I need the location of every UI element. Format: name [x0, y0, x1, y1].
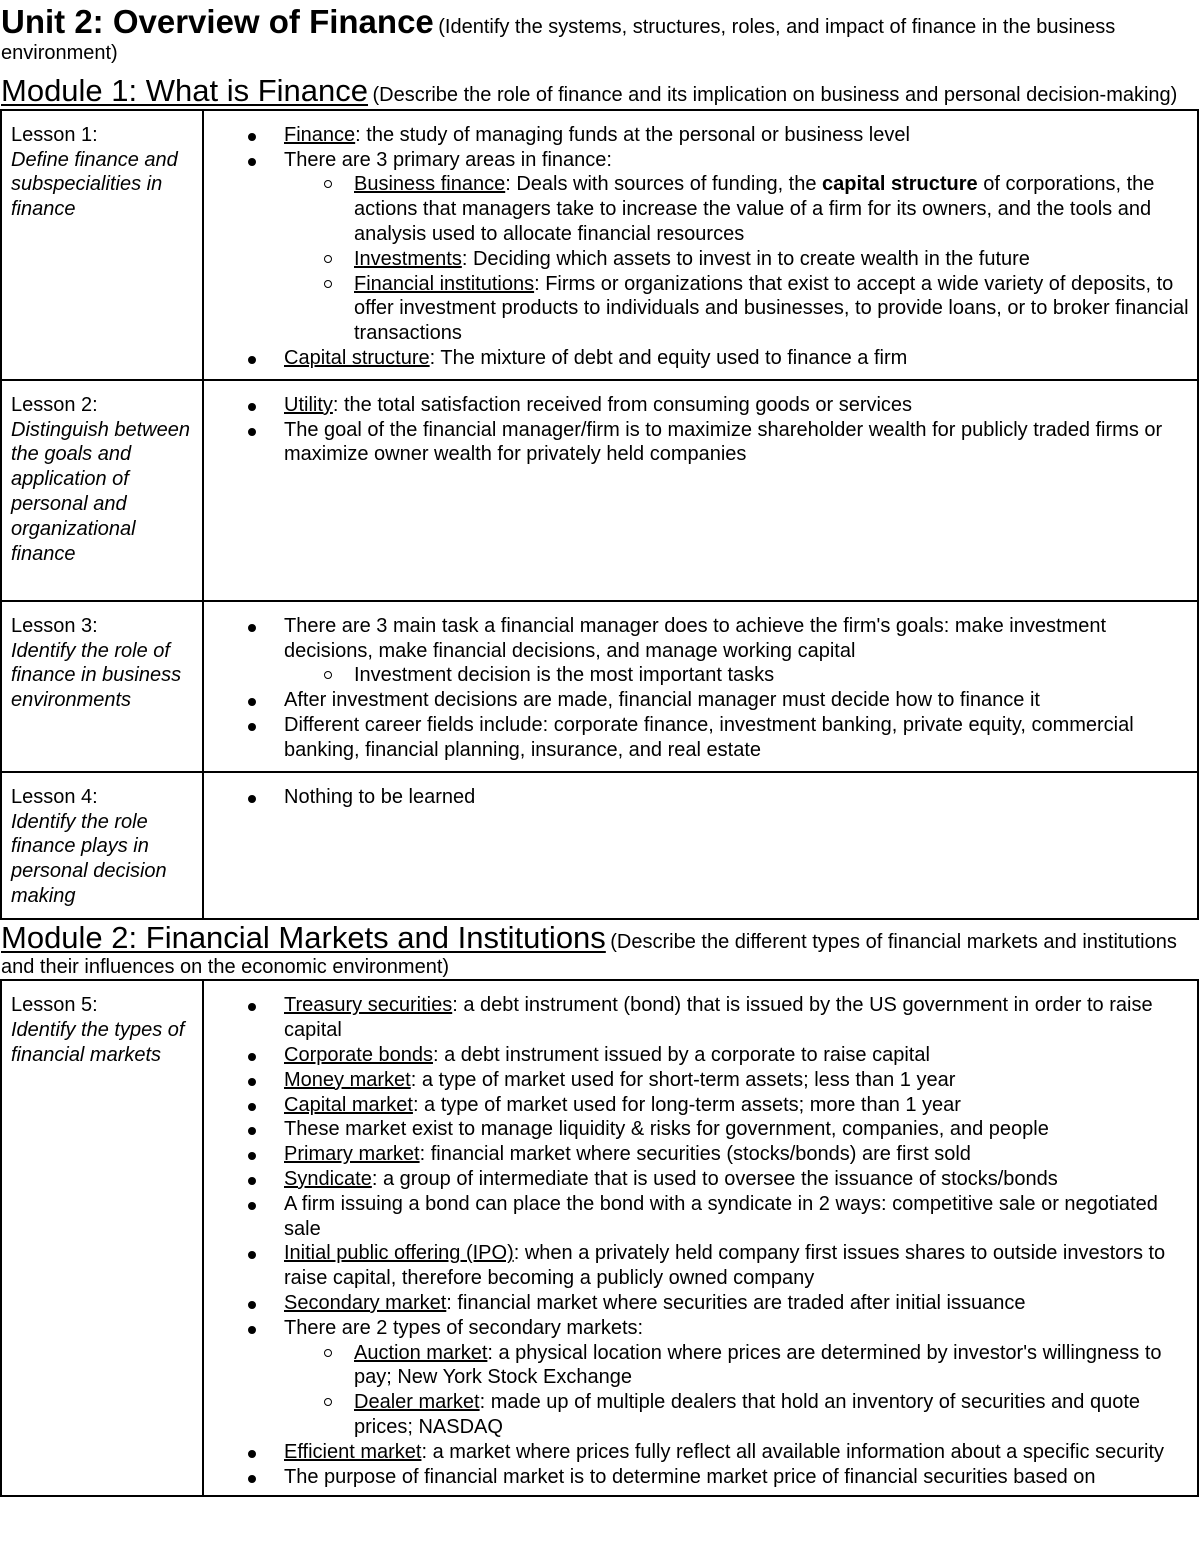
definition: : Deals with sources of funding, the: [505, 173, 823, 196]
bullet-icon: [248, 1475, 256, 1483]
item-text: These market exist to manage liquidity & risks for government, companies, and people: [284, 1118, 1049, 1141]
bullet-icon: [248, 1003, 256, 1011]
module-1-heading: [0, 73, 1200, 109]
lesson-cell: [1, 380, 203, 601]
module-2-heading: [0, 920, 1200, 980]
bullet-icon: [248, 356, 256, 364]
list-item: [204, 1192, 1189, 1242]
notes-list: [204, 785, 1189, 810]
item-text: The goal of the financial manager/firm is to maximize shareholder wealth for publicly traded firms or maximize owner wealth for privately held companies: [284, 418, 1163, 466]
list-item: [204, 785, 1189, 810]
module-1-lesson-table: [0, 109, 1199, 920]
module-2-description: (Describe the different types of financial markets and institutions and their influences on the economic environment): [1, 930, 1177, 979]
term: Auction market: [354, 1341, 488, 1364]
list-item: [204, 418, 1189, 468]
definition: : a physical location where prices are determined by investor's willingness to pay; New York Stock Exchange: [354, 1341, 1162, 1389]
bullet-icon: [248, 1326, 256, 1334]
term: Money market: [284, 1068, 411, 1091]
sub-list-item: [284, 1390, 1189, 1440]
definition: : a debt instrument issued by a corporate to raise capital: [432, 1044, 930, 1067]
list-item: [204, 1043, 1189, 1068]
term: Capital structure: [284, 346, 430, 369]
list-item: [204, 1167, 1189, 1192]
lesson-name: Identify the types of financial markets: [11, 1019, 185, 1067]
definition: : a market where prices fully reflect all available information about a specific security: [421, 1440, 1165, 1463]
unit-title: Unit 2: Overview of Finance: [1, 3, 434, 40]
bullet-icon: [248, 795, 256, 803]
list-item: [204, 614, 1189, 688]
term: Treasury securities: [284, 994, 453, 1017]
hollow-bullet-icon: [324, 255, 332, 263]
list-item: [204, 1093, 1189, 1118]
list-item: [204, 1142, 1189, 1167]
bullet-icon: [248, 723, 256, 731]
module-1-description: (Describe the role of finance and its implication on business and personal decision-making): [372, 83, 1178, 106]
lesson-number: Lesson 4:: [11, 785, 98, 808]
list-item: [204, 1465, 1189, 1490]
notes-list: [204, 123, 1189, 371]
term: Capital market: [284, 1093, 413, 1116]
list-item: [204, 1068, 1189, 1093]
hollow-bullet-icon: [324, 180, 332, 188]
lesson-cell: [1, 980, 203, 1496]
lesson-name: Identify the role of finance in business environments: [11, 639, 182, 712]
list-item: [204, 688, 1189, 713]
list-item: [204, 346, 1189, 371]
list-item: [204, 993, 1189, 1043]
definition: : when a privately held company first issues shares to outside investors to raise capital, therefore becoming a publicly owned company: [284, 1242, 1166, 1290]
list-item: [204, 1291, 1189, 1316]
term: Primary market: [284, 1143, 420, 1166]
term: Business finance: [354, 173, 506, 196]
definition: of corporations, the actions that managers take to increase the value of a firm for its owners, and the tools and analysis used to allocate financial resources: [354, 173, 1155, 245]
bullet-icon: [248, 624, 256, 632]
lesson-cell: [1, 110, 203, 380]
lesson-row: [1, 980, 1198, 1496]
hollow-bullet-icon: [324, 280, 332, 288]
item-text: There are 2 types of secondary markets:: [284, 1316, 644, 1339]
notes-cell: [203, 980, 1198, 1496]
bullet-icon: [248, 1078, 256, 1086]
bullet-icon: [248, 158, 256, 166]
definition: : a type of market used for long-term assets; more than 1 year: [412, 1093, 961, 1116]
bullet-icon: [248, 1177, 256, 1185]
bullet-icon: [248, 1053, 256, 1061]
lesson-row: [1, 772, 1198, 919]
term: Financial institutions: [354, 272, 535, 295]
bullet-icon: [248, 403, 256, 411]
term: Investments: [354, 247, 462, 270]
list-item: [204, 713, 1189, 763]
list-item: [204, 1316, 1189, 1440]
term: Secondary market: [284, 1292, 447, 1315]
item-text: Nothing to be learned: [284, 785, 476, 808]
term: Initial public offering (IPO): [284, 1242, 514, 1265]
lesson-cell: [1, 772, 203, 919]
sub-list: [284, 1341, 1189, 1440]
sub-list: [284, 663, 1189, 688]
notes-list: [204, 393, 1189, 467]
item-text: Different career fields include: corporate finance, investment banking, private equity, commercial banking, financial planning, insurance, and real estate: [284, 713, 1134, 761]
definition: : Deciding which assets to invest in to create wealth in the future: [461, 247, 1030, 270]
term: Efficient market: [284, 1440, 422, 1463]
bullet-icon: [248, 1251, 256, 1259]
lesson-number: Lesson 3:: [11, 614, 98, 637]
lesson-number: Lesson 5:: [11, 994, 98, 1017]
definition: : the total satisfaction received from consuming goods or services: [332, 393, 913, 416]
sub-list-item: [284, 663, 1189, 688]
bullet-icon: [248, 1152, 256, 1160]
hollow-bullet-icon: [324, 1398, 332, 1406]
lesson-row: [1, 601, 1198, 772]
unit-description: (Identify the systems, structures, roles, and impact of finance in the business environment): [1, 16, 1116, 64]
term: Utility: [284, 393, 333, 416]
definition: : financial market where securities (stocks/bonds) are first sold: [419, 1143, 971, 1166]
item-text: After investment decisions are made, financial manager must decide how to finance it: [284, 689, 1040, 712]
hollow-bullet-icon: [324, 671, 332, 679]
definition: : Firms or organizations that exist to accept a wide variety of deposits, to offer investment products to individuals and businesses, to provide loans, or to broker financial transactions: [354, 272, 1189, 345]
bullet-icon: [248, 1450, 256, 1458]
definition: : The mixture of debt and equity used to finance a firm: [429, 346, 908, 369]
lesson-name: Identify the role finance plays in personal decision making: [11, 810, 167, 907]
module-2-lesson-table: [0, 979, 1199, 1497]
item-text: There are 3 primary areas in finance:: [284, 148, 612, 171]
term: Dealer market: [354, 1391, 480, 1414]
lesson-number: Lesson 2:: [11, 393, 98, 416]
item-text: A firm issuing a bond can place the bond with a syndicate in 2 ways: competitive sale or negotiated sale: [284, 1192, 1158, 1240]
list-item: [204, 393, 1189, 418]
notes-cell: [203, 110, 1198, 380]
bullet-icon: [248, 1202, 256, 1210]
bullet-icon: [248, 1103, 256, 1111]
hollow-bullet-icon: [324, 1349, 332, 1357]
notes-cell: [203, 772, 1198, 919]
item-text: There are 3 main task a financial manager does to achieve the firm's goals: make investment decisions, make financial decisions, and manage working capital: [284, 614, 1107, 662]
definition: : a debt instrument (bond) that is issued by the US government in order to raise capital: [284, 994, 1153, 1042]
lesson-row: [1, 110, 1198, 380]
bullet-icon: [248, 1127, 256, 1135]
list-item: [204, 1440, 1189, 1465]
lesson-cell: [1, 601, 203, 772]
lesson-number: Lesson 1:: [11, 123, 98, 146]
unit-heading: [0, 3, 1200, 66]
module-2-title: Module 2: Financial Markets and Institutions: [1, 919, 606, 955]
notes-cell: [203, 380, 1198, 601]
sub-list-item: [284, 272, 1189, 346]
term: Syndicate: [284, 1168, 372, 1191]
definition: : made up of multiple dealers that hold an inventory of securities and quote prices; NASDAQ: [354, 1391, 1141, 1438]
bullet-icon: [248, 428, 256, 436]
definition: : the study of managing funds at the personal or business level: [355, 123, 910, 146]
list-item: [204, 1241, 1189, 1291]
sub-list-item: [284, 172, 1189, 246]
lesson-name: Distinguish between the goals and application of personal and organizational finance: [11, 418, 190, 565]
bullet-icon: [248, 698, 256, 706]
definition: : a group of intermediate that is used to oversee the issuance of stocks/bonds: [371, 1168, 1058, 1191]
sub-list-item: [284, 1341, 1189, 1391]
term: Corporate bonds: [284, 1044, 433, 1067]
lesson-row: [1, 380, 1198, 601]
notes-cell: [203, 601, 1198, 772]
bold-term: capital structure: [822, 173, 978, 196]
definition: : financial market where securities are traded after initial issuance: [446, 1292, 1026, 1315]
definition: : a type of market used for short-term assets; less than 1 year: [410, 1068, 956, 1091]
item-text: Investment decision is the most important tasks: [354, 664, 775, 687]
sub-list: [284, 172, 1189, 346]
item-text: The purpose of financial market is to determine market price of financial securities based on: [284, 1465, 1096, 1488]
list-item: [204, 1117, 1189, 1142]
sub-list-item: [284, 247, 1189, 272]
notes-list: [204, 993, 1189, 1489]
term: Finance: [284, 123, 356, 146]
bullet-icon: [248, 133, 256, 141]
notes-list: [204, 614, 1189, 763]
bullet-icon: [248, 1301, 256, 1309]
list-item: [204, 123, 1189, 148]
lesson-name: Define finance and subspecialities in finance: [11, 148, 178, 221]
list-item: [204, 148, 1189, 346]
module-1-title: Module 1: What is Finance: [1, 72, 369, 108]
